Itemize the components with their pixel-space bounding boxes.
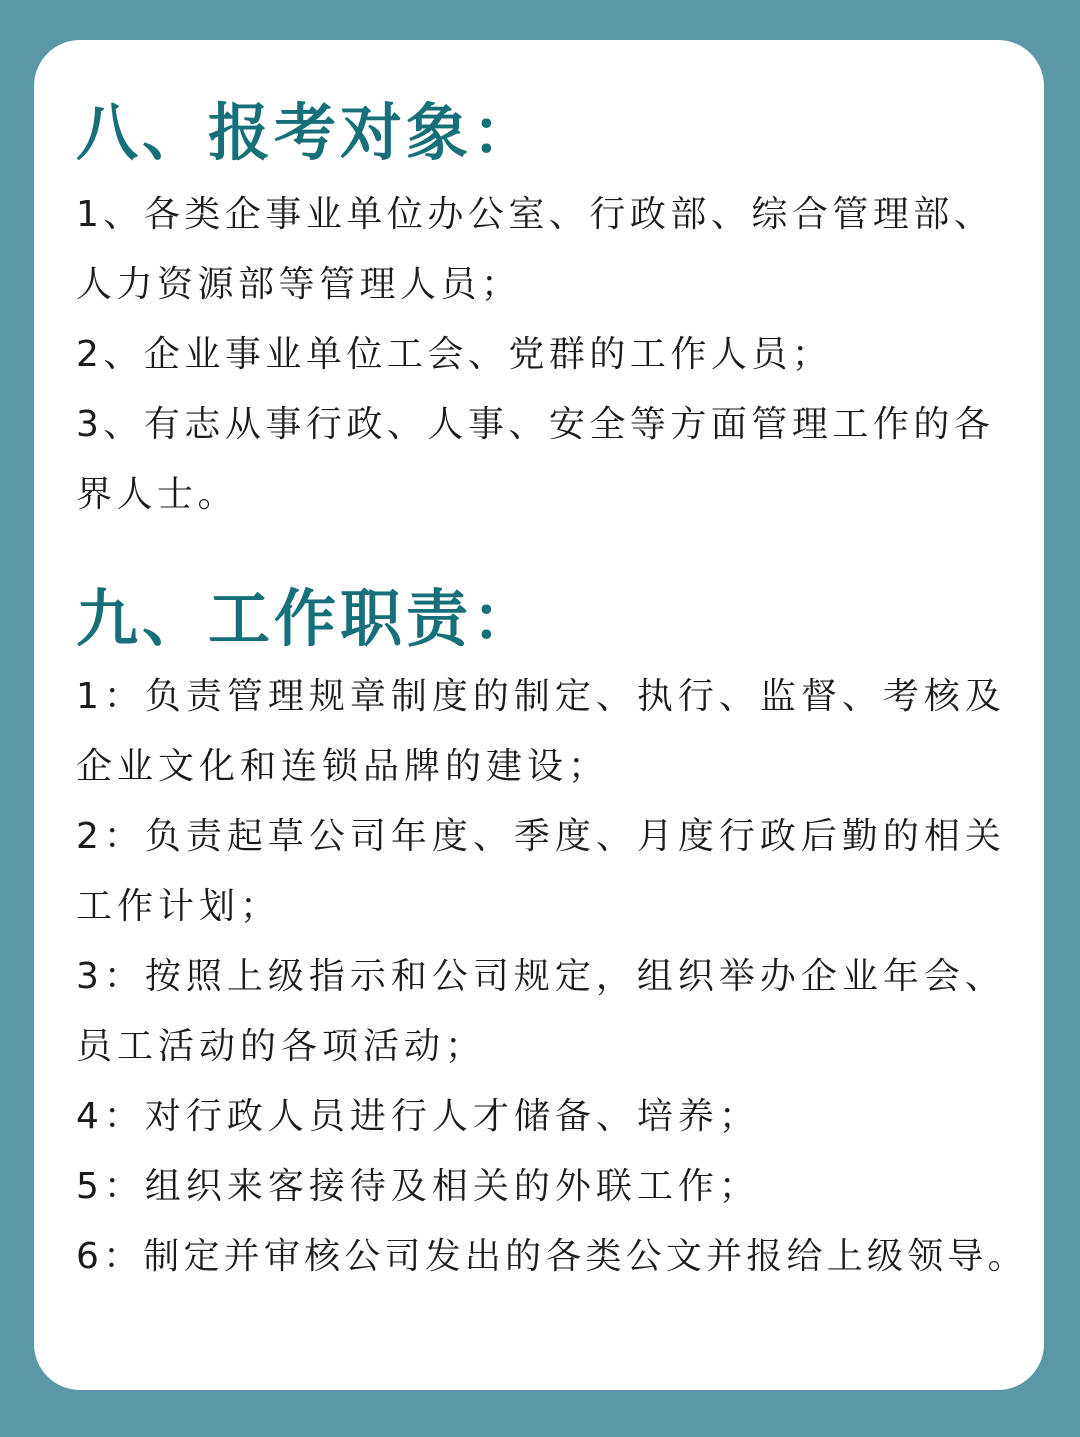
list-item: 1、各类企事业单位办公室、行政部、综合管理部、人力资源部等管理人员； (76, 194, 995, 305)
section-9-heading: 九、工作职责： (76, 582, 539, 655)
list-item: 3：按照上级指示和公司规定，组织举办企业年会、员工活动的各项活动； (76, 956, 1006, 1067)
list-item: 6：制定并审核公司发出的各类公文并报给上级领导。 (76, 1236, 1028, 1277)
section-8-heading: 八、报考对象： (76, 96, 539, 169)
section-9-list (76, 662, 1028, 1292)
content-card (34, 40, 1044, 1390)
list-item: 1：负责管理规章制度的制定、执行、监督、考核及企业文化和连锁品牌的建设； (76, 676, 1006, 787)
list-item: 2：负责起草公司年度、季度、月度行政后勤的相关工作计划； (76, 816, 1006, 927)
list-item: 2、企业事业单位工会、党群的工作人员； (76, 334, 833, 375)
list-item: 4：对行政人员进行人才储备、培养； (76, 1096, 760, 1137)
list-item: 5：组织来客接待及相关的外联工作； (76, 1166, 760, 1207)
list-item: 3、有志从事行政、人事、安全等方面管理工作的各界人士。 (76, 404, 995, 515)
section-8-list (76, 180, 1011, 530)
